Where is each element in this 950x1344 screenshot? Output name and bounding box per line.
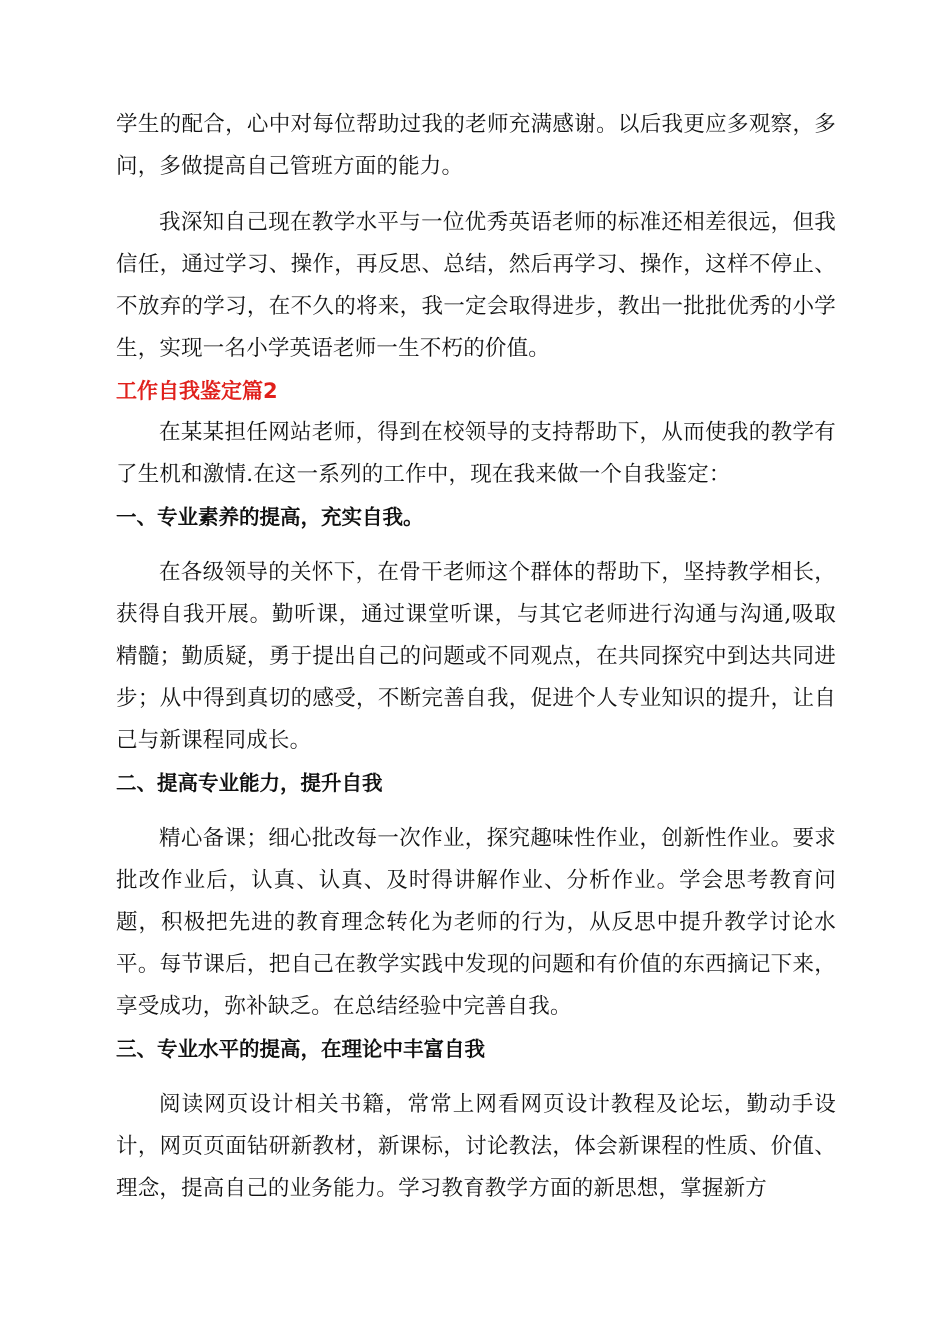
subsection-heading-2: 二、提高专业能力，提升自我 [116, 771, 383, 795]
paragraph-section-intro: 在某某担任网站老师，得到在校领导的支持帮助下，从而使我的教学有了生机和激情.在这一系列的工作中，现在我来做一个自我鉴定： [116, 420, 836, 487]
subsection-body-3: 阅读网页设计相关书籍，常常上网看网页设计教程及论坛，勤动手设计，网页页面钻研新教材，新课标，讨论教法，体会新课程的性质、价值、理念，提高自己的业务能力。学习教育教学方面的新思想，掌握新方 [116, 1092, 836, 1201]
subsection-body-1: 在各级领导的关怀下，在骨干老师这个群体的帮助下，坚持教学相长，获得自我开展。勤听课，通过课堂听课，与其它老师进行沟通与沟通,吸取精髓；勤质疑，勇于提出自己的问题或不同观点，在共同探究中到达共同进步；从中得到真切的感受，不断完善自我，促进个人专业知识的提升，让自己与新课程同成长。 [116, 560, 836, 753]
subsection-heading-3: 三、专业水平的提高，在理论中丰富自我 [116, 1037, 485, 1061]
section-title: 工作自我鉴定篇2 [116, 379, 278, 403]
paragraph-intro-2: 我深知自己现在教学水平与一位优秀英语老师的标准还相差很远，但我信任，通过学习、操作，再反思、总结，然后再学习、操作，这样不停止、不放弃的学习，在不久的将来，我一定会取得进步，教出一批批优秀的小学生，实现一名小学英语老师一生不朽的价值。 [116, 210, 836, 361]
subsection-heading-1: 一、专业素养的提高，充实自我。 [116, 505, 424, 529]
subsection-body-2: 精心备课；细心批改每一次作业，探究趣味性作业，创新性作业。要求批改作业后，认真、认真、及时得讲解作业、分析作业。学会思考教育问题，积极把先进的教育理念转化为老师的行为，从反思中提升教学讨论水平。每节课后，把自己在教学实践中发现的问题和有价值的东西摘记下来，享受成功，弥补缺乏。在总结经验中完善自我。 [116, 826, 836, 1019]
paragraph-intro-1: 学生的配合，心中对每位帮助过我的老师充满感谢。以后我更应多观察，多问，多做提高自己管班方面的能力。 [116, 112, 836, 179]
document-page [116, 104, 836, 1210]
